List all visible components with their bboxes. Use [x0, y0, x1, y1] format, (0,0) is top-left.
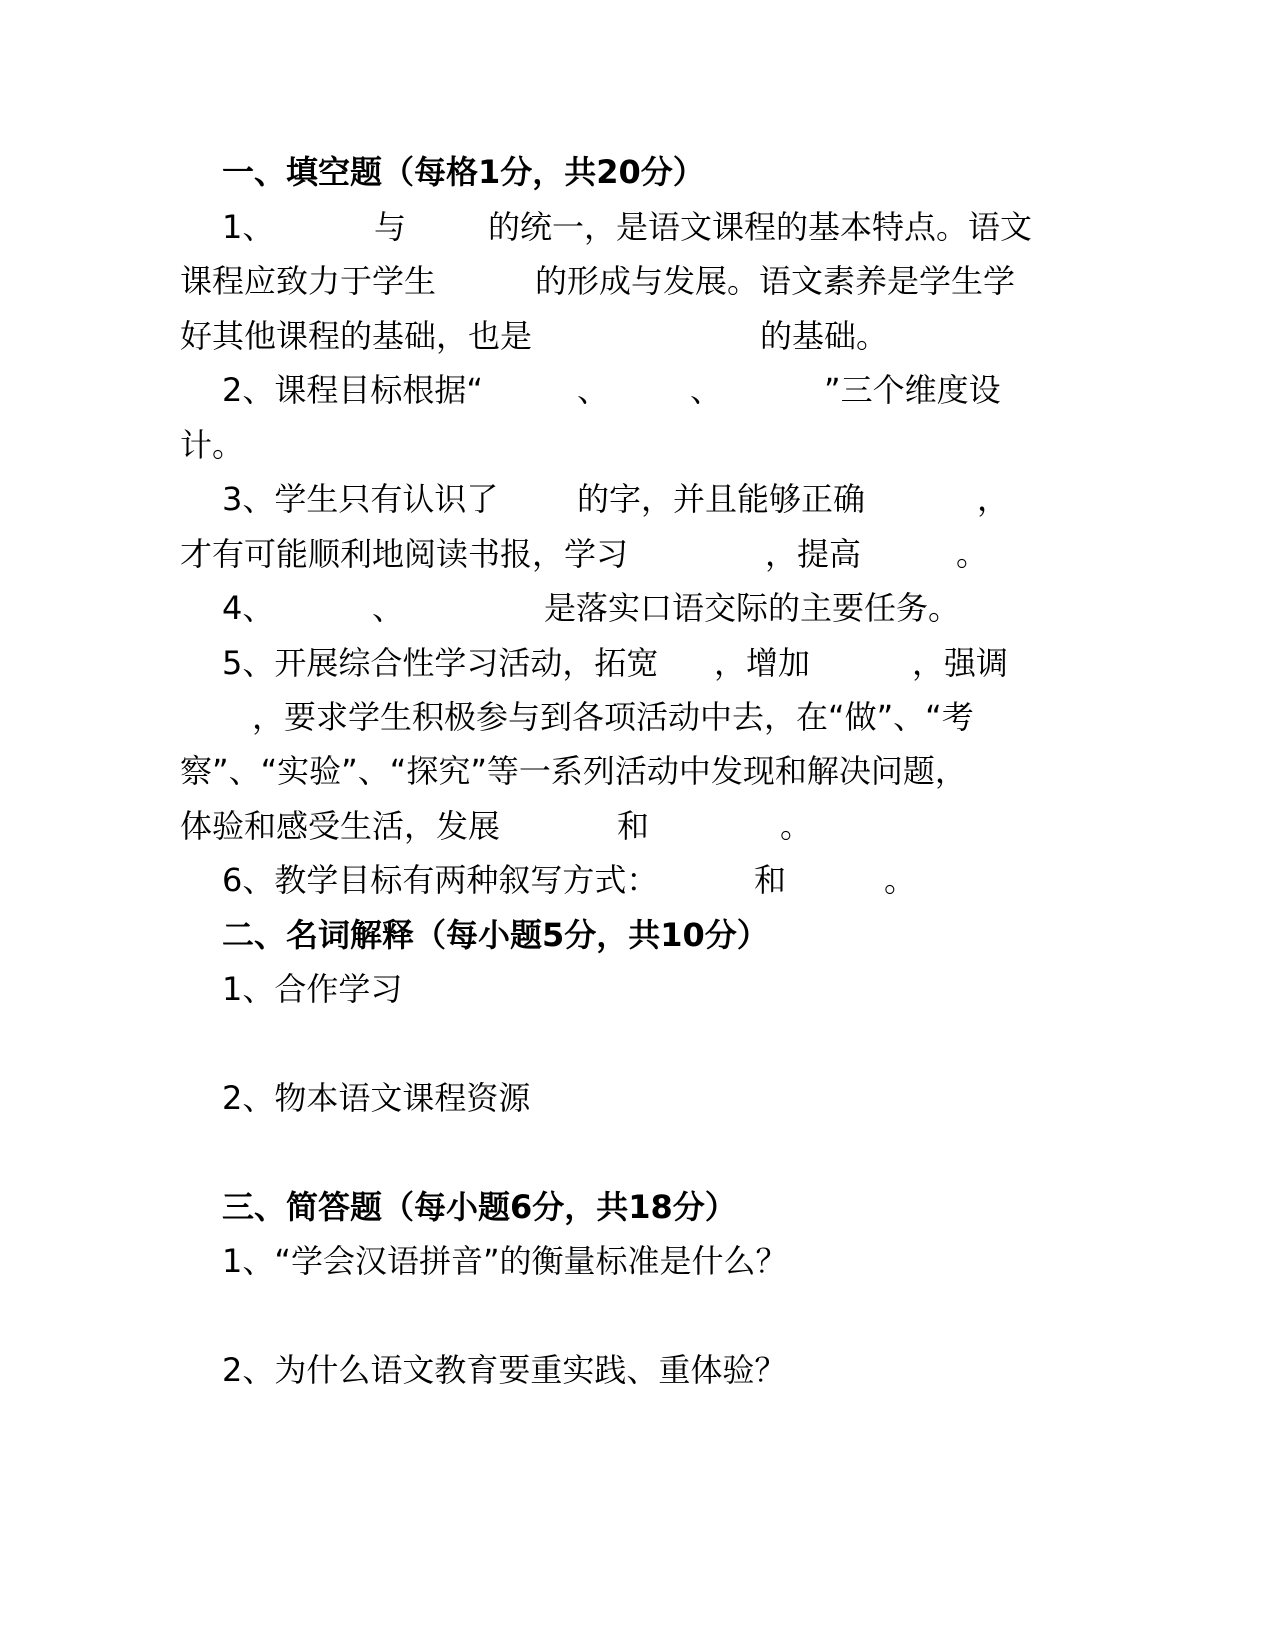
question-6	[222, 856, 917, 904]
section-3-heading: 三、简答题（每小题6分，共18分）	[222, 1188, 737, 1226]
q3-text-d: 才有可能顺利地阅读书报，学习	[180, 535, 629, 573]
q1-number: 1、	[222, 208, 275, 246]
section-3-item-1: 1、“学会汉语拼音”的衡量标准是什么？	[222, 1242, 788, 1280]
q1-text-f: 的基础。	[760, 317, 889, 355]
q6-text-b: 和	[754, 861, 787, 899]
q4-sep: 、	[372, 589, 405, 627]
q2-text-b: ”三个维度设	[824, 371, 1001, 409]
section-2-heading: 二、名词解释（每小题5分，共10分）	[222, 916, 769, 954]
q3-text-c: ，	[977, 480, 1010, 518]
q5-text-c: ，强调	[912, 644, 1009, 682]
question-5-line-2: ，要求学生积极参与到各项活动中去，在“做”、“考	[252, 698, 974, 736]
section-2-item-2: 2、物本语文课程资源	[222, 1079, 531, 1117]
question-2-line-2: 计。	[180, 426, 245, 464]
q5-text-d: 体验和感受生活，发展	[180, 807, 501, 845]
q5-text-a: 5、开展综合性学习活动，拓宽	[222, 644, 659, 682]
q4-number: 4、	[222, 589, 275, 627]
q4-text: 是落实口语交际的主要任务。	[544, 589, 961, 627]
q1-text-a: 与	[374, 208, 407, 246]
q1-text-d: 的形成与发展。语文素养是学生学	[535, 262, 1016, 300]
question-3-line-2	[180, 530, 989, 578]
q5-text-b: ，增加	[714, 644, 811, 682]
q2-sep-1: 、	[577, 371, 610, 409]
question-1-line-1	[222, 203, 1033, 251]
question-4	[222, 584, 961, 632]
question-5-line-4	[180, 802, 813, 850]
q5-text-e: 和	[617, 807, 650, 845]
question-5-line-1	[222, 639, 1009, 687]
q6-text-c: 。	[884, 861, 917, 899]
q3-text-a: 3、学生只有认识了	[222, 480, 499, 518]
q5-text-f: 。	[780, 807, 813, 845]
question-1-line-2	[180, 257, 1016, 305]
q1-text-b: 的统一，是语文课程的基本特点。语文	[488, 208, 1033, 246]
section-2-item-1: 1、合作学习	[222, 970, 403, 1008]
q3-text-f: 。	[956, 535, 989, 573]
q6-text-a: 6、教学目标有两种叙写方式：	[222, 861, 659, 899]
q3-text-b: 的字，并且能够正确	[577, 480, 866, 518]
q1-text-c: 课程应致力于学生	[180, 262, 437, 300]
q3-text-e: ，提高	[765, 535, 862, 573]
q2-text-a: 2、课程目标根据“	[222, 371, 483, 409]
question-5-line-3: 察”、“实验”、“探究”等一系列活动中发现和解决问题，	[180, 752, 967, 790]
section-1-heading: 一、填空题（每格1分，共20分）	[222, 153, 705, 191]
q2-sep-2: 、	[690, 371, 723, 409]
q1-text-e: 好其他课程的基础，也是	[180, 317, 533, 355]
question-1-line-3	[180, 312, 889, 360]
question-2-line-1	[222, 366, 1001, 414]
section-3-item-2: 2、为什么语文教育要重实践、重体验？	[222, 1351, 787, 1389]
question-3-line-1	[222, 475, 1010, 523]
